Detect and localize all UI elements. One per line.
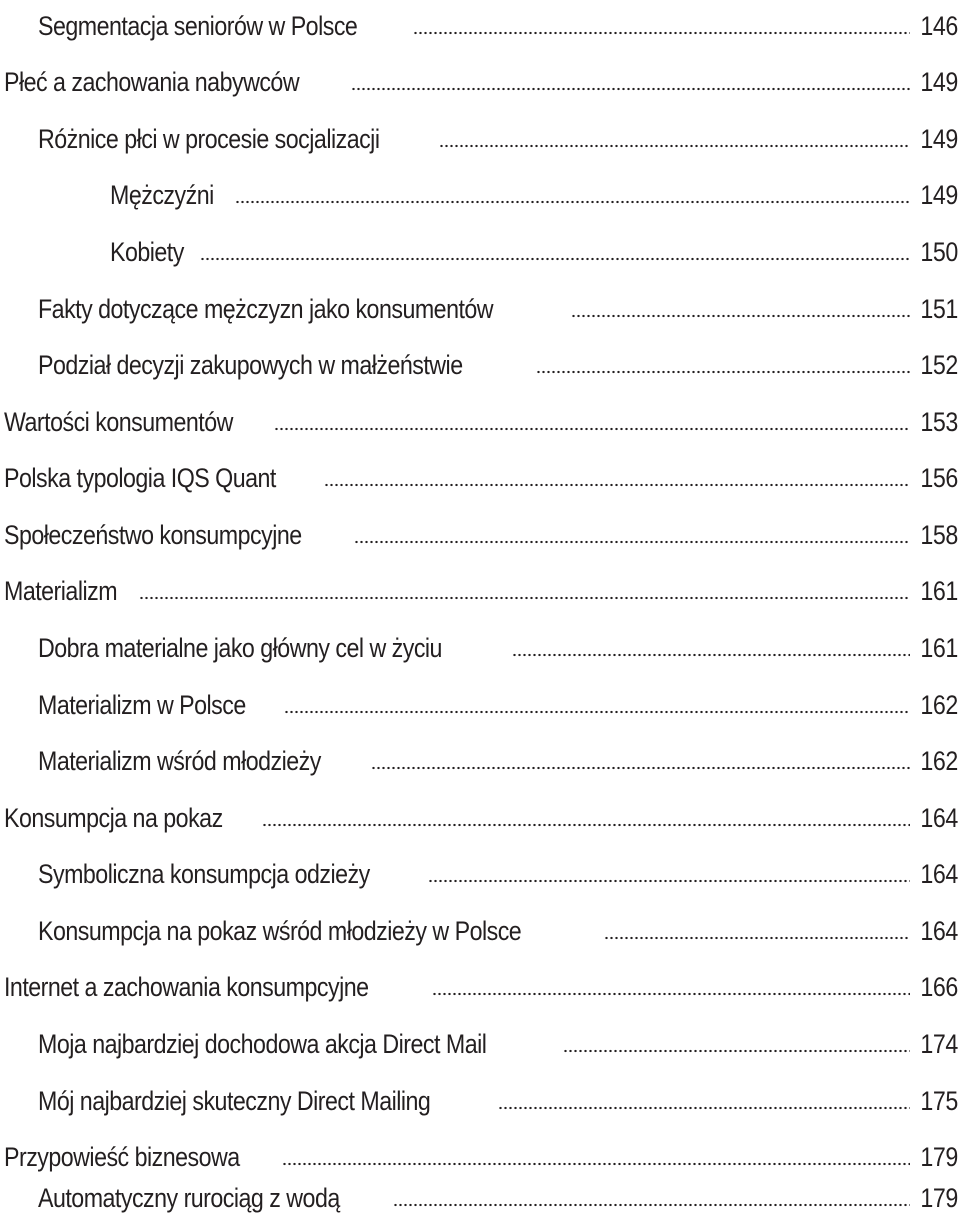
toc-entry[interactable]: [0, 333, 960, 379]
toc-entry-page: 158: [920, 520, 959, 550]
toc-leader-dots: [324, 483, 910, 487]
toc-entry-title: Konsumpcja na pokaz: [4, 803, 223, 833]
toc-entry-page: 161: [920, 576, 959, 606]
toc-entry-page: 175: [920, 1086, 959, 1116]
toc-entry[interactable]: [0, 0, 960, 40]
toc-entry-title: Mężczyźni: [110, 180, 214, 210]
toc-entry-title: Podział decyzji zakupowych w małżeństwie: [38, 350, 463, 380]
toc-entry-title: Fakty dotyczące mężczyzn jako konsumentów: [38, 294, 494, 324]
toc-entry[interactable]: [0, 50, 960, 96]
toc-leader-dots: [354, 540, 910, 544]
toc-entry[interactable]: [0, 955, 960, 1001]
toc-entry-title: Automatyczny rurociąg z wodą: [38, 1183, 340, 1213]
toc-entry[interactable]: [0, 220, 960, 266]
toc-entry[interactable]: [0, 673, 960, 719]
toc-entry[interactable]: [0, 1125, 960, 1171]
toc-leader-dots: [235, 200, 911, 204]
toc-entry[interactable]: [0, 729, 960, 775]
toc-leader-dots: [262, 823, 910, 827]
toc-entry-page: 149: [920, 124, 959, 154]
toc-entry-title: Polska typologia IQS Quant: [4, 463, 276, 493]
toc-entry-title: Społeczeństwo konsumpcyjne: [4, 520, 302, 550]
toc-entry[interactable]: [0, 277, 960, 323]
toc-entry-title: Symboliczna konsumpcja odzieży: [38, 859, 370, 889]
toc-leader-dots: [432, 992, 911, 996]
toc-entry-title: Przypowieść biznesowa: [4, 1142, 240, 1172]
toc-entry[interactable]: [0, 899, 960, 945]
toc-entry-page: 156: [920, 463, 959, 493]
toc-leader-dots: [371, 766, 911, 770]
toc-entry[interactable]: [0, 1012, 960, 1058]
toc-leader-dots: [284, 710, 911, 714]
toc-entry-page: 179: [920, 1183, 959, 1213]
toc-entry-title: Internet a zachowania konsumpcyjne: [4, 972, 369, 1002]
toc-entry-page: 164: [920, 803, 959, 833]
toc-leader-dots: [563, 1049, 910, 1053]
toc-leader-dots: [139, 596, 910, 600]
toc-leader-dots: [536, 370, 911, 374]
toc-leader-dots: [571, 314, 910, 318]
toc-leader-dots: [439, 144, 910, 148]
toc-entry[interactable]: [0, 1069, 960, 1115]
toc-leader-dots: [393, 1203, 911, 1207]
toc-leader-dots: [428, 879, 911, 883]
toc-entry-title: Kobiety: [110, 237, 184, 267]
toc-entry-title: Płeć a zachowania nabywców: [4, 67, 300, 97]
toc-leader-dots: [413, 31, 910, 35]
toc-entry-page: 179: [920, 1142, 959, 1172]
toc-entry[interactable]: [0, 559, 960, 605]
toc-entry-page: 164: [920, 859, 959, 889]
toc-leader-dots: [512, 653, 911, 657]
toc-entry[interactable]: [0, 1166, 960, 1212]
toc-entry[interactable]: [0, 616, 960, 662]
toc-entry[interactable]: [0, 786, 960, 832]
toc-entry-title: Dobra materialne jako główny cel w życiu: [38, 633, 442, 663]
toc-entry-title: Materializm wśród młodzieży: [38, 746, 321, 776]
toc-entry-page: 150: [920, 237, 959, 267]
toc-leader-dots: [498, 1106, 910, 1110]
toc-entry[interactable]: [0, 503, 960, 549]
toc-entry-title: Materializm w Polsce: [38, 690, 246, 720]
toc-leader-dots: [351, 87, 910, 91]
toc-leader-dots: [274, 427, 910, 431]
toc-entry-page: 152: [920, 350, 959, 380]
toc-entry[interactable]: [0, 107, 960, 153]
toc-entry[interactable]: [0, 446, 960, 492]
toc-entry-page: 161: [920, 633, 959, 663]
toc-leader-dots: [604, 936, 911, 940]
toc-entry-page: 146: [920, 11, 959, 41]
toc-entry-page: 149: [920, 180, 959, 210]
toc-entry-page: 166: [920, 972, 959, 1002]
toc-entry-title: Segmentacja seniorów w Polsce: [38, 11, 358, 41]
toc-entry[interactable]: [0, 163, 960, 209]
toc-entry-title: Mój najbardziej skuteczny Direct Mailing: [38, 1086, 431, 1116]
toc-entry-page: 153: [920, 407, 959, 437]
toc-entry-title: Materializm: [4, 576, 118, 606]
toc-leader-dots: [200, 257, 911, 261]
toc-entry-page: 164: [920, 916, 959, 946]
toc-entry-title: Wartości konsumentów: [4, 407, 233, 437]
toc-entry[interactable]: [0, 390, 960, 436]
toc-entry-title: Moja najbardziej dochodowa akcja Direct Mail: [38, 1029, 487, 1059]
toc-entry-title: Konsumpcja na pokaz wśród młodzieży w Polsce: [38, 916, 522, 946]
toc-entry-title: Różnice płci w procesie socjalizacji: [38, 124, 380, 154]
toc-entry-page: 162: [920, 690, 959, 720]
toc-entry[interactable]: [0, 842, 960, 888]
toc-entry-page: 151: [920, 294, 959, 324]
toc-entry-page: 174: [920, 1029, 959, 1059]
toc-entry-page: 162: [920, 746, 959, 776]
toc-entry-page: 149: [920, 67, 959, 97]
